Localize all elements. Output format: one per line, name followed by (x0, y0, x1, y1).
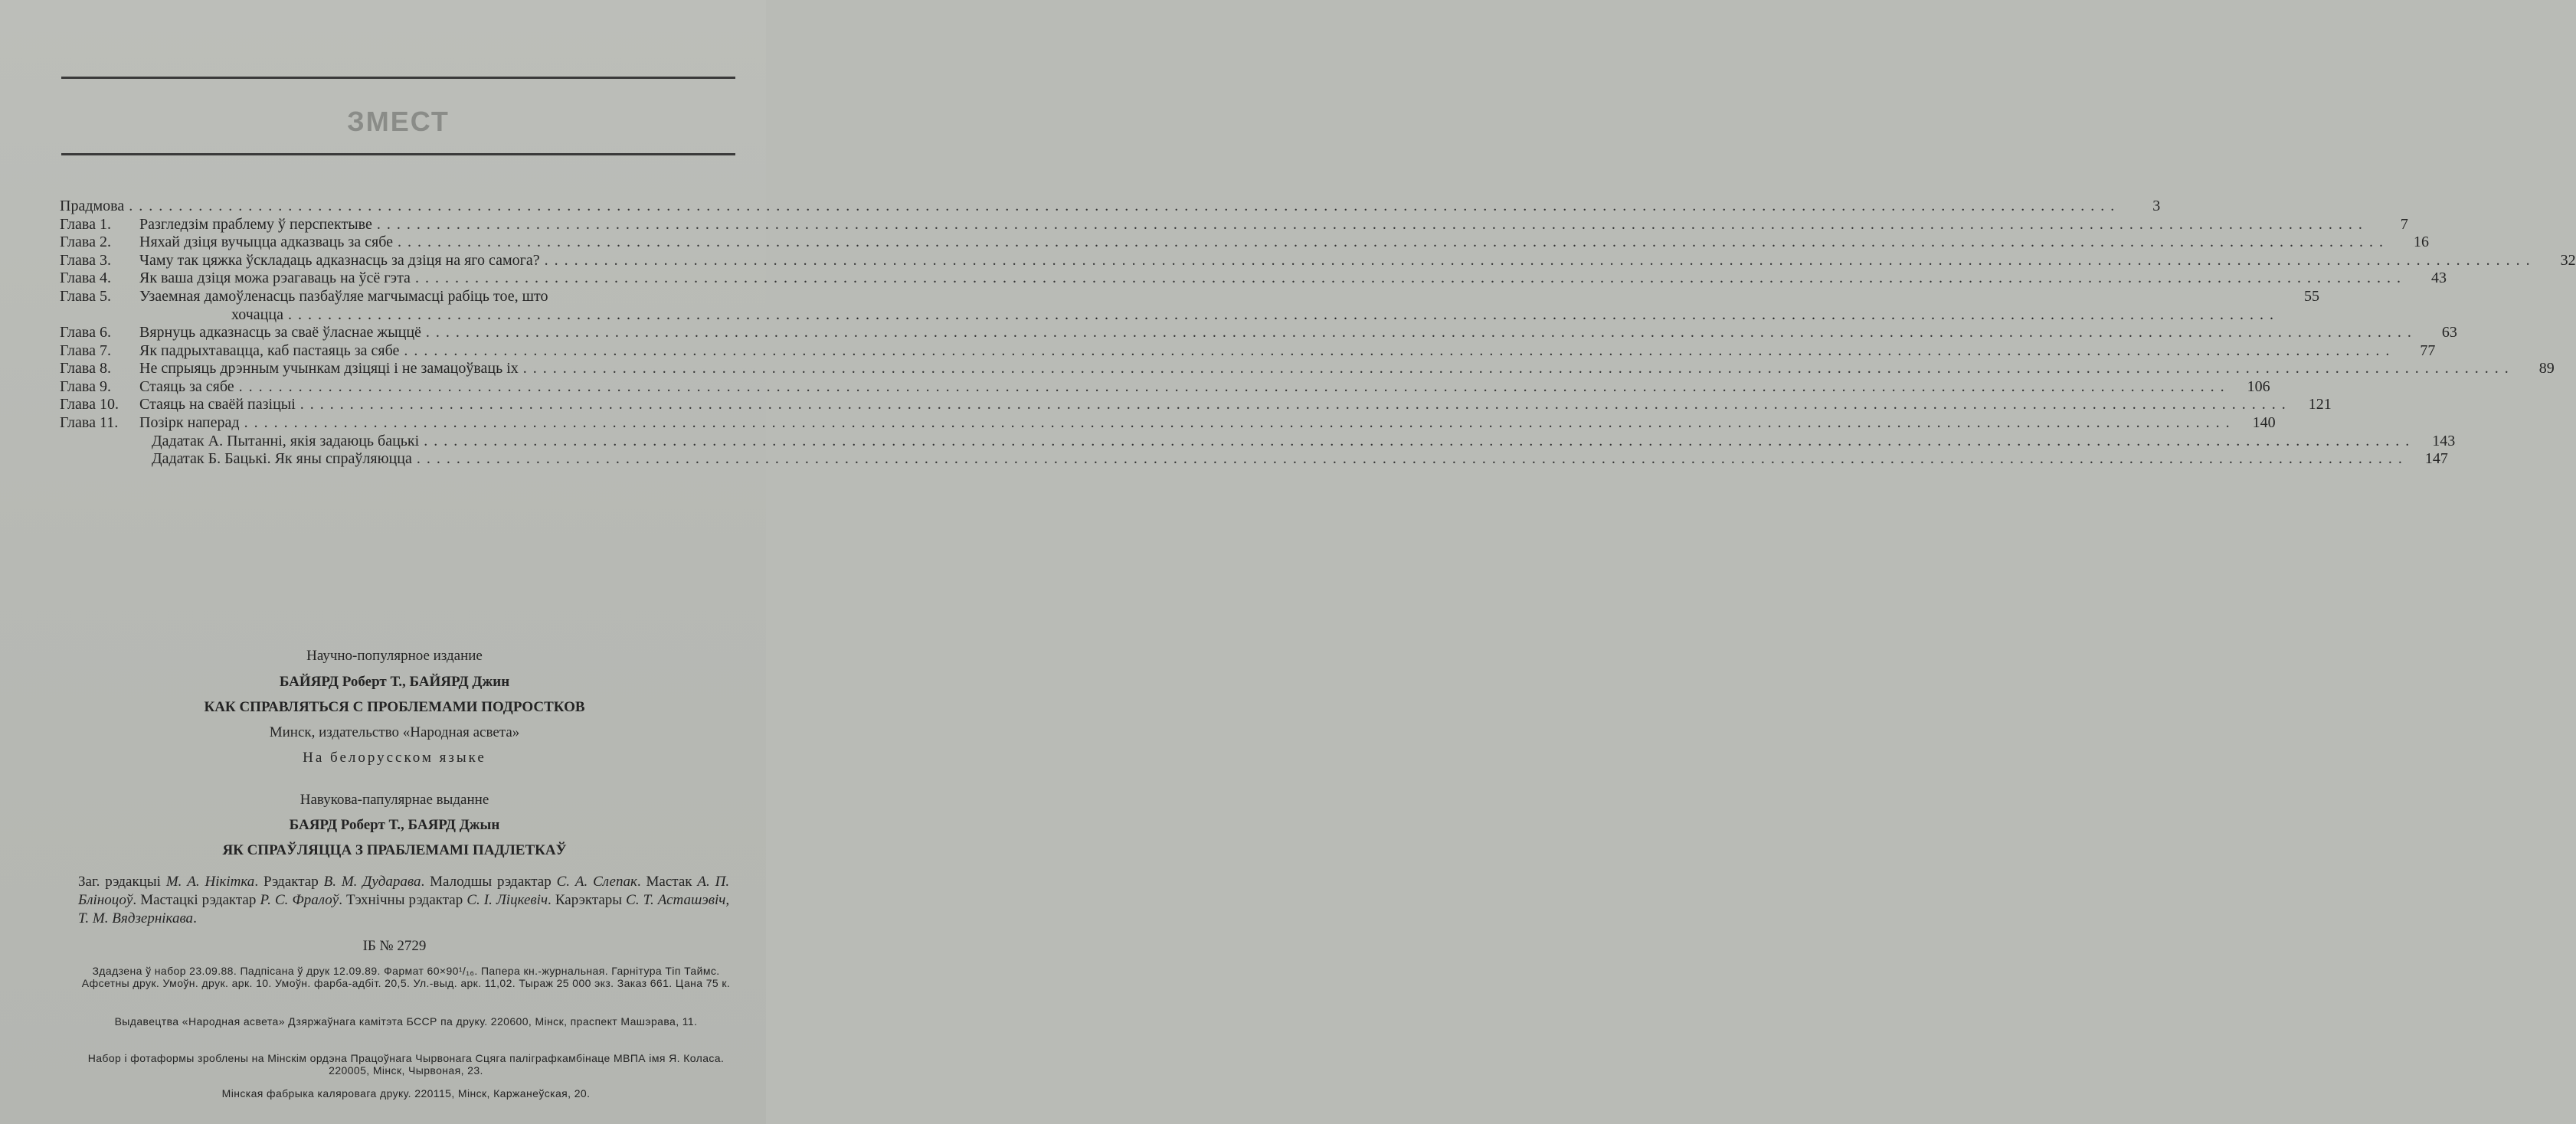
credits-red-name: В. М. Дударава (323, 874, 421, 890)
toc-entry-page: 32 (2560, 251, 2576, 269)
toc-entry-label: Глава 2. (60, 234, 111, 251)
toc-entry (60, 251, 2576, 270)
dot-leader: ........................................................................................................................................................................................................ (544, 251, 2536, 269)
credits-tech-name: С. І. Ліцкевіч (466, 892, 548, 908)
imprint-by-type: Навукова-папулярнае выданне (299, 792, 489, 808)
credits-jr-label: Малодшы рэдактар (430, 874, 552, 890)
imprint-ru-publisher: Минск, издательство «Народная асвета» (269, 724, 520, 740)
dot-leader: ........................................................................................................................................................................................................ (299, 396, 2292, 413)
toc-entry-title-cont: хочацца (231, 306, 283, 323)
imprint-by-title: ЯК СПРАЎЛЯЦЦА З ПРАБЛЕМАМІ ПАДЛЕТКАЎ (222, 842, 567, 858)
toc-entry-page: 3 (2152, 198, 2161, 214)
print-details: Здадзена ў набор 23.09.88. Падпісана ў друк 12.09.89. Фармат 60×90¹/₁₆. Папера кн.-журнальная. Гарнітура Тіп Таймс. Афсетны друк. Умоўн. друк. арк. 10. Умоўн. фарба-адбіт. 20,5. Ул.-выд. арк. 11,02. Тыраж 25 000 экз. Заказ 661. Цана 75 к. (81, 965, 731, 989)
toc-entry-title: Стаяць на сваёй пазіцыі (139, 396, 296, 413)
toc-entry-page: 63 (2441, 323, 2457, 341)
dot-leader: ........................................................................................................................................................................................................ (416, 450, 2408, 468)
credits-ed-name: М. А. Нікітка (165, 874, 255, 890)
toc-entry-page: 7 (2400, 215, 2408, 233)
toc-entry (60, 396, 2332, 414)
toc-entry (60, 215, 2408, 234)
toc-entry-title: Дадатак А. Пытанні, якія задаюць бацькі (152, 432, 420, 449)
dot-leader: ........................................................................................................................................................................................................ (238, 377, 2231, 395)
credits-art-name: А. П. Бліноцоў (78, 874, 730, 908)
color-print-factory: Мінская фабрыка каляровага друку. 220115, Мінск, Каржанеўская, 20. (221, 1087, 591, 1099)
toc-entry-title: Не спрыяць дрэнным учынкам дзіцяці і не замацоўваць іх (139, 360, 519, 377)
toc-entry-page: 106 (2247, 377, 2270, 395)
toc-entry-label: Глава 8. (60, 360, 111, 377)
toc-entry (60, 323, 2457, 342)
dot-leader: ........................................................................................................................................................................................................ (425, 323, 2417, 341)
toc-entry-page: 143 (2432, 432, 2456, 449)
credits-artred-label: Мастацкі рэдактар (140, 892, 257, 908)
table-of-contents (60, 198, 2576, 469)
toc-entry (60, 270, 2447, 288)
toc-entry-title: Чаму так цяжка ўскладаць адказнасць за дзіця на яго самога? (139, 251, 540, 269)
toc-entry-label: Глава 3. (60, 251, 111, 269)
imprint-ru-title: КАК СПРАВЛЯТЬСЯ С ПРОБЛЕМАМИ ПОДРОСТКОВ (204, 699, 585, 715)
imprint-by-authors: БАЯРД Роберт Т., БАЯРД Джын (289, 817, 500, 833)
toc-entry (60, 450, 2448, 469)
toc-entry-title: Як ваша дзіця можа рэагаваць на ўсё гэта (139, 270, 411, 287)
publisher-address: Выдавецтва «Народная асвета» Дзяржаўнага камітэта БССР па друку. 220600, Мінск, праспект Машэрава, 11. (114, 1015, 698, 1028)
toc-entry-page: 147 (2424, 450, 2448, 468)
toc-entry-page: 16 (2414, 234, 2430, 251)
dot-leader: ........................................................................................................................................................................................................ (129, 198, 2121, 214)
toc-entry-title: Няхай дзіця вучыцца адказваць за сябе (139, 234, 394, 251)
credits-tech-label: Тэхнічны рэдактар (346, 892, 463, 908)
toc-entry-page: 140 (2252, 413, 2276, 431)
imprint-ru-language: На белорусском языке (303, 750, 486, 766)
heading-rule (61, 153, 735, 155)
imprint-ru-type: Научно-популярное издание (306, 648, 483, 664)
toc-entry-title: Дадатак Б. Бацькі. Як яны спраўляюцца (152, 450, 412, 468)
credits-ed-label: Заг. рэдакцыі (78, 874, 161, 890)
toc-entry-title: Як падрыхтавацца, каб пастаяць за сябе (139, 341, 400, 359)
toc-entry-page: 43 (2430, 270, 2447, 287)
toc-entry (60, 377, 2270, 397)
credits-jr-name: С. А. Слепак (556, 874, 637, 890)
contents-heading: ЗМЕСТ (347, 106, 450, 137)
toc-entry-title: Узаемная дамоўленасць пазбаўляе магчымасці рабіць тое, што (139, 287, 548, 305)
imprint-ru-authors: БАЙЯРД Роберт Т., БАЙЯРД Джин (279, 674, 510, 690)
toc-entry (60, 341, 2436, 361)
credits-corr-label: Карэктары (555, 892, 623, 908)
toc-entry-label: Глава 7. (60, 341, 111, 359)
toc-entry (60, 432, 2456, 451)
dot-leader: ........................................................................................................................................................................................................ (424, 432, 2416, 449)
dot-leader: ........................................................................................................................................................................................................ (414, 270, 2407, 287)
credits-red-label: Рэдактар (263, 874, 319, 890)
dot-leader: ........................................................................................................................................................................................................ (244, 413, 2236, 431)
toc-entry (60, 198, 2161, 216)
printing-house: Набор і фотаформы зроблены на Мінскім ордэна Працоўнага Чырвонага Сцяга паліграфкамбінаце МВПА імя Я. Коласа. 220005, Мінск, Чырвоная, 23. (87, 1052, 725, 1077)
toc-entry (60, 234, 2430, 252)
dot-leader: ........................................................................................................................................................................................................ (287, 306, 2280, 323)
credits-artred-name: Р. С. Фралоў (260, 892, 339, 908)
toc-entry-page: 121 (2308, 396, 2332, 413)
toc-entry-label: Глава 4. (60, 270, 111, 287)
credits-art-label: Мастак (646, 874, 692, 890)
toc-entry-title: Разгледзім праблему ў перспектыве (139, 215, 372, 233)
toc-entry-label: Глава 6. (60, 323, 111, 341)
toc-entry (60, 287, 2319, 324)
dot-leader: ........................................................................................................................................................................................................ (404, 341, 2396, 359)
toc-entry (60, 413, 2276, 433)
toc-entry-label: Глава 11. (60, 413, 119, 431)
dot-leader: ........................................................................................................................................................................................................ (522, 360, 2515, 377)
toc-entry-title: Вярнуць адказнасць за сваё ўласнае жыццё (139, 323, 421, 341)
toc-entry-title: Позірк наперад (139, 413, 240, 431)
top-rule (61, 77, 735, 79)
toc-entry (60, 360, 2555, 378)
credits-block: Заг. рэдакцыі М. А. Нікітка. Рэдактар В. М. Дударава. Малодшы рэдактар С. А. Слепак. Мастак А. П. Бліноцоў. Мастацкі рэдактар Р. С. Фралоў. Тэхнічны рэдактар С. І. Ліцкевіч. Карэктары С. Т. Асташэвіч, Т. М. Вядзернікава. (78, 874, 730, 926)
toc-entry-page: 89 (2538, 360, 2555, 377)
toc-entry-label: Глава 10. (60, 396, 119, 413)
toc-entry-label: Прадмова (60, 198, 125, 214)
ib-number: ІБ № 2729 (362, 938, 427, 954)
credits-corr-names: С. Т. Асташэвіч, Т. М. Вядзернікава (78, 892, 730, 926)
dot-leader: ........................................................................................................................................................................................................ (376, 215, 2368, 233)
dot-leader: ........................................................................................................................................................................................................ (398, 234, 2390, 251)
toc-entry-label: Глава 1. (60, 215, 111, 233)
toc-entry-label: Глава 9. (60, 377, 111, 395)
toc-entry-label: Глава 5. (60, 287, 111, 305)
toc-entry-page: 55 (2303, 287, 2319, 305)
toc-entry-page: 77 (2420, 341, 2436, 359)
toc-entry-title: Стаяць за сябе (139, 377, 234, 395)
